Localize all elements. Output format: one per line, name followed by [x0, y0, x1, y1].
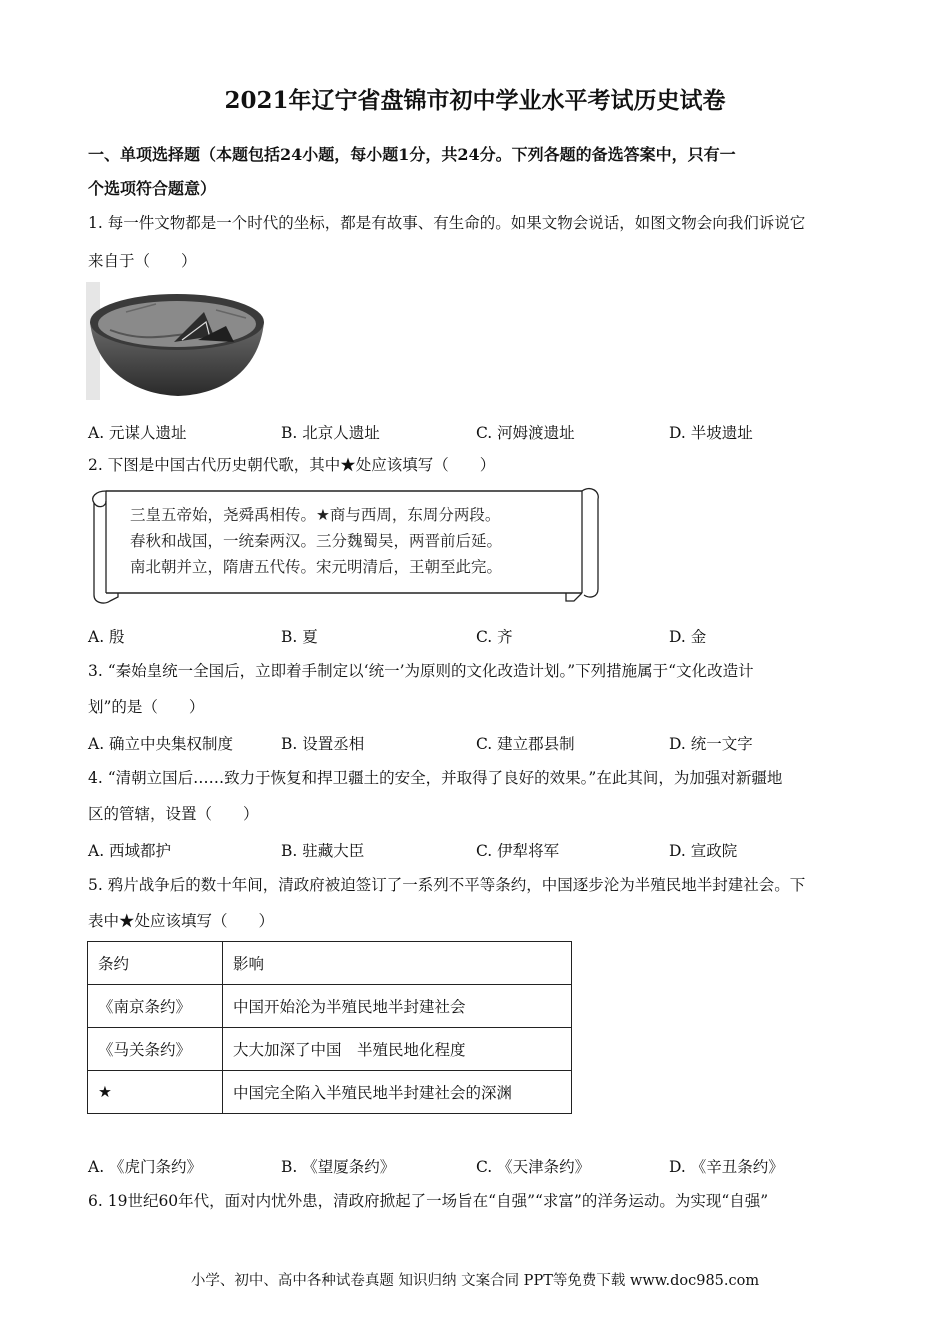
page-title: 2021年辽宁省盘锦市初中学业水平考试历史试卷 [224, 87, 726, 114]
q1-option-d: D. 半坡遗址 [669, 424, 753, 442]
table-cell: 中国完全陷入半殖民地半封建社会的深渊 [223, 1071, 572, 1114]
table-row [88, 985, 572, 1028]
section-heading-line2: 个选项符合题意） [88, 179, 217, 198]
treaty-table [87, 941, 572, 1114]
q5-option-b: B. 《望厦条约》 [281, 1158, 396, 1176]
table-header-cell: 影响 [223, 942, 572, 985]
q1-stem-line1: 1. 每一件文物都是一个时代的坐标，都是有故事、有生命的。如果文物会说话，如图文物会向我们诉说它 [88, 214, 806, 232]
q4-stem-line1: 4. “清朝立国后……致力于恢复和捍卫疆土的安全，并取得了良好的效果。”在此其间，为加强对新疆地 [88, 769, 783, 787]
poem-line2: 春秋和战国，一统秦两汉。三分魏蜀吴，两晋前后延。 [130, 532, 503, 550]
table-row [88, 1028, 572, 1071]
q1-option-c: C. 河姆渡遗址 [476, 424, 575, 442]
section-heading-line1: 一、单项选择题（本题包括24小题，每小题1分，共24分。下列各题的备选答案中，只有一 [88, 145, 736, 164]
poem-line3: 南北朝并立，隋唐五代传。宋元明清后，王朝至此完。 [130, 558, 503, 576]
q4-option-d: D. 宣政院 [669, 842, 738, 860]
q5-option-c: C. 《天津条约》 [476, 1158, 591, 1176]
q2-stem-line1: 2. 下图是中国古代历史朝代歌，其中★处应该填写（ ） [88, 456, 496, 474]
q6-stem-line1: 6. 19世纪60年代，面对内忧外患，清政府掀起了一场旨在“自强”“求富”的洋务运动。为实现“自强” [88, 1192, 769, 1210]
q4-option-b: B. 驻藏大臣 [281, 842, 365, 860]
table-cell: 中国开始沦为半殖民地半封建社会 [223, 985, 572, 1028]
q2-option-d: D. 金 [669, 628, 707, 646]
table-cell: ★ [88, 1071, 223, 1114]
q5-stem-line2: 表中★处应该填写（ ） [88, 912, 275, 930]
pottery-bowl-image [86, 282, 268, 400]
table-cell: 《马关条约》 [88, 1028, 223, 1071]
poem-line1: 三皇五帝始，尧舜禹相传。★商与西周，东周分两段。 [130, 506, 501, 524]
q3-option-b: B. 设置丞相 [281, 735, 365, 753]
q4-option-c: C. 伊犁将军 [476, 842, 560, 860]
q3-stem-line1: 3. “秦始皇统一全国后，立即着手制定以‘统一’为原则的文化改造计划。”下列措施属于“文化改造计 [88, 662, 754, 680]
q4-stem-line2: 区的管辖，设置（ ） [88, 805, 259, 823]
q5-option-d: D. 《辛丑条约》 [669, 1158, 784, 1176]
q5-stem-line1: 5. 鸦片战争后的数十年间，清政府被迫签订了一系列不平等条约，中国逐步沦为半殖民地半封建社会。下 [88, 876, 806, 894]
q1-option-b: B. 北京人遗址 [281, 424, 380, 442]
q4-option-a: A. 西域都护 [88, 842, 172, 860]
q3-option-d: D. 统一文字 [669, 735, 753, 753]
table-row [88, 1071, 572, 1114]
q2-option-b: B. 夏 [281, 628, 318, 646]
page-footer: 小学、初中、高中各种试卷真题 知识归纳 文案合同 PPT等免费下载 www.doc985.com [190, 1273, 760, 1289]
q5-option-a: A. 《虎门条约》 [88, 1158, 203, 1176]
q2-option-c: C. 齐 [476, 628, 513, 646]
table-header-row [88, 942, 572, 985]
table-cell: 《南京条约》 [88, 985, 223, 1028]
q3-option-c: C. 建立郡县制 [476, 735, 575, 753]
q3-option-a: A. 确立中央集权制度 [88, 735, 234, 753]
q1-stem-line2: 来自于（ ） [88, 252, 197, 270]
q2-option-a: A. 殷 [88, 628, 125, 646]
q3-stem-line2: 划”的是（ ） [88, 698, 205, 716]
table-cell: 大大加深了中国 半殖民地化程度 [223, 1028, 572, 1071]
q1-option-a: A. 元谋人遗址 [88, 424, 187, 442]
table-header-cell: 条约 [88, 942, 223, 985]
